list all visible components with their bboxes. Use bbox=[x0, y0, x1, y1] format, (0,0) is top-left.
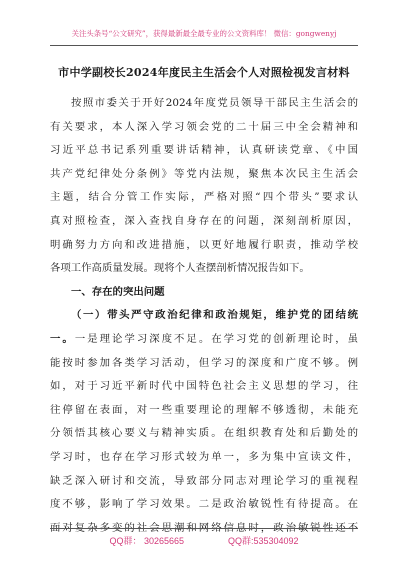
footer-divider bbox=[50, 528, 358, 529]
document-body bbox=[50, 92, 358, 540]
intro-line: 按照市委关于开好2024年度党员领导干部民主生活会的 bbox=[71, 97, 358, 109]
body-text: 一是理论学习深度不足。在学习党的创新理论时，虽 bbox=[74, 332, 358, 345]
header-divider bbox=[50, 45, 358, 46]
body-line bbox=[50, 328, 358, 352]
footer-qq-group-1: QQ群： 30265665 bbox=[109, 536, 184, 546]
body-line: 缺乏深入研讨和交流，导致部分同志对理论学习的重视程 bbox=[50, 474, 358, 487]
document-title: 市中学副校长2024年度民主生活会个人对照检视发言材料 bbox=[58, 66, 350, 79]
intro-line: 真对照检查，深入查找自身存在的问题，深刻剖析原因， bbox=[50, 214, 358, 227]
body-line: 如，对于习近平新时代中国特色社会主义思想的学习，往 bbox=[50, 380, 358, 393]
body-line: 分领悟其核心要义与精神实质。在组织教育处和后勤处的 bbox=[50, 427, 358, 440]
body-line: 学习时，也存在学习形式较为单一，多为集中宣读文件， bbox=[50, 450, 358, 463]
intro-line: 共产党纪律处分条例》等党内法规，聚焦本次民主生活会 bbox=[50, 167, 358, 180]
section-heading: 一、存在的突出问题 bbox=[71, 285, 165, 298]
subsection-heading-end: 一。 bbox=[50, 332, 75, 345]
subsection-heading: （一）带头严守政治纪律和政治规矩，维护党的团结统 bbox=[71, 309, 358, 322]
body-line: 度不够，影响了学习效果。二是政治敏锐性有待提高。在 bbox=[50, 498, 358, 511]
footer bbox=[50, 534, 358, 547]
body-line: 能按时参加各类学习活动，但学习的深度和广度不够。例 bbox=[50, 356, 358, 369]
intro-line: 有关要求，本人深入学习领会党的二十届三中全会精神和 bbox=[50, 120, 358, 133]
intro-line: 主题，结合分管工作实际，严格对照“四个带头”要求认 bbox=[50, 191, 358, 204]
intro-line: 习近平总书记系列重要讲话精神，认真研读党章、《中国 bbox=[50, 144, 358, 157]
body-line: 面对复杂多变的社会思潮和网络信息时，政治敏锐性还不 bbox=[50, 521, 358, 534]
footer-qq-group-2: QQ群:535304092 bbox=[227, 536, 299, 546]
header-notice: 关注头条号“公文研究”，获得最新最全最专业的公文资料库！ 微信：gongwenyj bbox=[71, 29, 337, 38]
intro-line: 各项工作高质量发展。现将个人查摆剖析情况报告如下。 bbox=[50, 262, 310, 275]
intro-line: 明确努力方向和改进措施，以更好地履行职责，推动学校 bbox=[50, 238, 358, 251]
body-line: 往停留在表面，对一些重要理论的理解不够透彻，未能充 bbox=[50, 403, 358, 416]
